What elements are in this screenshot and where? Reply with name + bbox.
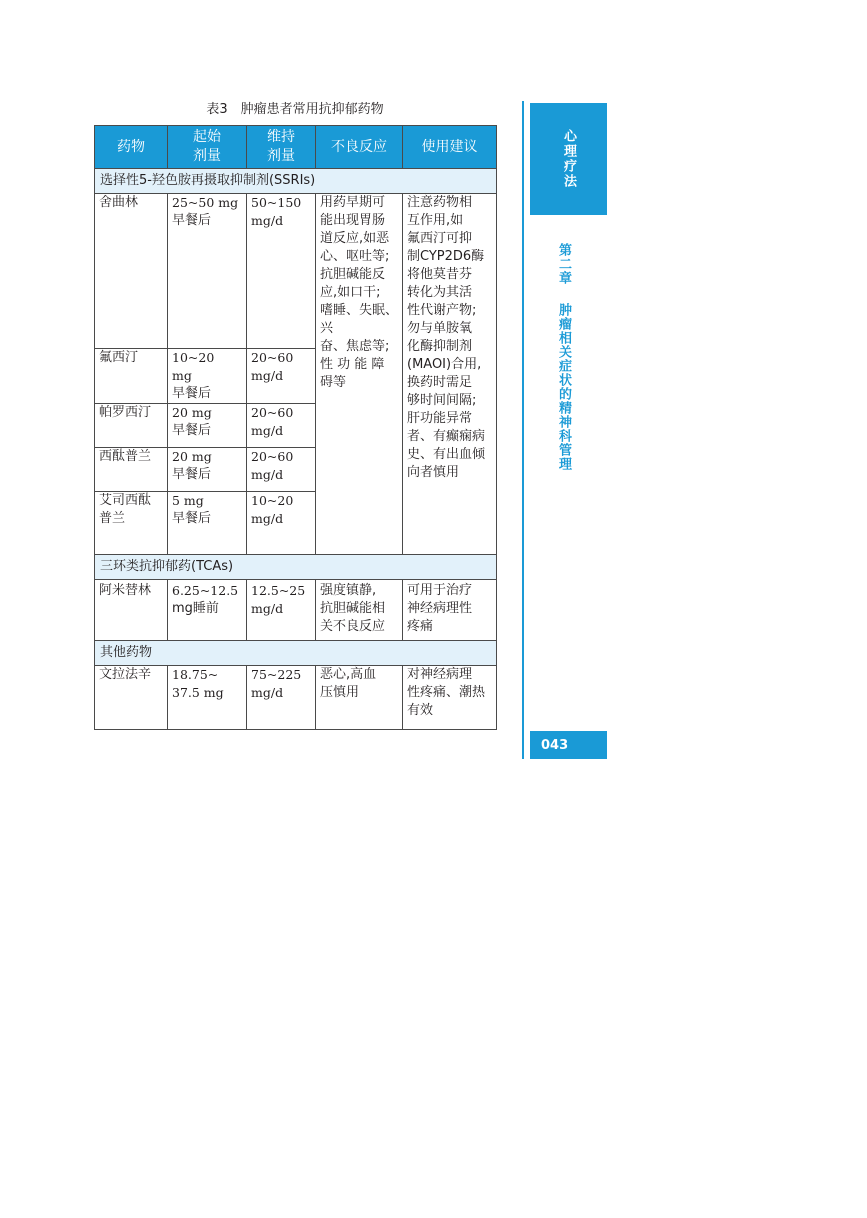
start-dose-note: mg睡前 bbox=[172, 601, 219, 616]
page-number: 043 bbox=[530, 731, 607, 759]
maint-dose-unit: mg/d bbox=[251, 368, 284, 383]
ssri-advice-line: 勿与单胺氧 bbox=[407, 321, 473, 336]
ssri-advice-line: 者、有癫痫病 bbox=[407, 429, 486, 444]
start-dose-note: 早餐后 bbox=[172, 386, 212, 401]
drug-name: 舍曲林 bbox=[95, 194, 168, 349]
category-row-tca bbox=[95, 555, 497, 580]
adverse-cell bbox=[316, 580, 403, 641]
adverse-line: 压慎用 bbox=[320, 685, 360, 700]
adverse-cell bbox=[316, 666, 403, 730]
table-row bbox=[95, 580, 497, 641]
drug-name: 西酞普兰 bbox=[95, 448, 168, 492]
start-dose-value: 25~50 mg bbox=[172, 195, 239, 210]
drug-name bbox=[95, 492, 168, 555]
ssri-advice-cell bbox=[403, 194, 497, 555]
maint-dose-value: 12.5~25 bbox=[251, 583, 306, 598]
start-dose bbox=[168, 349, 247, 404]
category-row-ssri bbox=[95, 169, 497, 194]
ssri-adverse-cell bbox=[316, 194, 403, 555]
start-dose-note: 早餐后 bbox=[172, 467, 212, 482]
ssri-advice-line: (MAOI)合用, bbox=[407, 357, 482, 372]
start-dose-value: 20 mg bbox=[172, 449, 212, 464]
advice-line: 有效 bbox=[407, 703, 434, 718]
header-maint-dose-line1: 维持 bbox=[267, 129, 295, 145]
start-dose-value: 20 mg bbox=[172, 405, 212, 420]
ssri-advice-line: 互作用,如 bbox=[407, 213, 464, 228]
advice-line: 性疼痛、潮热 bbox=[407, 685, 486, 700]
table-row bbox=[95, 666, 497, 730]
table-row bbox=[95, 194, 497, 349]
start-dose-note: 早餐后 bbox=[172, 213, 212, 228]
ssri-advice-line: 制CYP2D6酶 bbox=[407, 249, 485, 264]
advice-line: 对神经病理 bbox=[407, 667, 473, 682]
header-drug: 药物 bbox=[95, 126, 168, 169]
header-row bbox=[95, 126, 497, 169]
maint-dose-value: 50~150 bbox=[251, 195, 302, 210]
advice-cell bbox=[403, 666, 497, 730]
maint-dose bbox=[247, 404, 316, 448]
side-tab bbox=[530, 103, 607, 215]
start-dose-note: 37.5 mg bbox=[172, 685, 224, 700]
adverse-line: 恶心,高血 bbox=[320, 667, 377, 682]
antidepressant-table bbox=[94, 125, 497, 730]
maint-dose bbox=[247, 580, 316, 641]
start-dose-value: 5 mg bbox=[172, 493, 204, 508]
start-dose-value: 6.25~12.5 bbox=[172, 583, 239, 598]
ssri-adverse-line: 嗜睡、失眠、兴 bbox=[320, 303, 399, 336]
maint-dose bbox=[247, 194, 316, 349]
adverse-line: 抗胆碱能相 bbox=[320, 601, 386, 616]
header-start-dose-line2: 剂量 bbox=[193, 148, 221, 164]
ssri-advice-line: 化酶抑制剂 bbox=[407, 339, 473, 354]
drug-name: 阿米替林 bbox=[95, 580, 168, 641]
header-adverse: 不良反应 bbox=[316, 126, 403, 169]
drug-name-line2: 普兰 bbox=[99, 511, 126, 526]
drug-name: 帕罗西汀 bbox=[95, 404, 168, 448]
start-dose-note: 早餐后 bbox=[172, 423, 212, 438]
margin-divider bbox=[522, 101, 524, 759]
advice-cell bbox=[403, 580, 497, 641]
start-dose-value: 18.75~ bbox=[172, 667, 219, 682]
maint-dose bbox=[247, 349, 316, 404]
ssri-adverse-line: 道反应,如恶 bbox=[320, 231, 390, 246]
ssri-advice-line: 注意药物相 bbox=[407, 195, 473, 210]
maint-dose bbox=[247, 448, 316, 492]
maint-dose-unit: mg/d bbox=[251, 467, 284, 482]
maint-dose-unit: mg/d bbox=[251, 511, 284, 526]
maint-dose-unit: mg/d bbox=[251, 213, 284, 228]
maint-dose-value: 10~20 bbox=[251, 493, 294, 508]
ssri-advice-line: 转化为其活 bbox=[407, 285, 473, 300]
drug-name: 文拉法辛 bbox=[95, 666, 168, 730]
header-maint-dose-line2: 剂量 bbox=[267, 148, 295, 164]
header-start-dose bbox=[168, 126, 247, 169]
category-row-other bbox=[95, 641, 497, 666]
drug-name-line1: 艾司西酞 bbox=[99, 493, 152, 508]
ssri-advice-line: 将他莫昔芬 bbox=[407, 267, 473, 282]
advice-line: 神经病理性 bbox=[407, 601, 473, 616]
start-dose bbox=[168, 194, 247, 349]
ssri-adverse-line: 奋、焦虑等; bbox=[320, 339, 390, 354]
ssri-adverse-line: 性 功 能 障 bbox=[320, 357, 385, 372]
chapter-title bbox=[553, 243, 573, 471]
start-dose bbox=[168, 666, 247, 730]
ssri-advice-line: 性代谢产物; bbox=[407, 303, 477, 318]
maint-dose-value: 20~60 bbox=[251, 449, 294, 464]
chapter-name: 肿瘤相关症状的精神科管理 bbox=[556, 303, 571, 471]
maint-dose bbox=[247, 492, 316, 555]
header-maint-dose bbox=[247, 126, 316, 169]
ssri-adverse-line: 用药早期可 bbox=[320, 195, 386, 210]
advice-line: 可用于治疗 bbox=[407, 583, 473, 598]
ssri-advice-line: 向者慎用 bbox=[407, 465, 460, 480]
start-dose bbox=[168, 404, 247, 448]
maint-dose-value: 20~60 bbox=[251, 350, 294, 365]
ssri-adverse-line: 应,如口干; bbox=[320, 285, 381, 300]
ssri-adverse-line: 心、呕吐等; bbox=[320, 249, 390, 264]
maint-dose-unit: mg/d bbox=[251, 685, 284, 700]
start-dose bbox=[168, 492, 247, 555]
ssri-advice-line: 肝功能异常 bbox=[407, 411, 473, 426]
ssri-adverse-line: 碍等 bbox=[320, 375, 347, 390]
drug-name: 氟西汀 bbox=[95, 349, 168, 404]
maint-dose-value: 75~225 bbox=[251, 667, 302, 682]
ssri-advice-line: 氟西汀可抑 bbox=[407, 231, 473, 246]
header-start-dose-line1: 起始 bbox=[193, 129, 221, 145]
ssri-advice-line: 史、有出血倾 bbox=[407, 447, 486, 462]
start-dose bbox=[168, 448, 247, 492]
category-ssri: 选择性5-羟色胺再摄取抑制剂(SSRIs) bbox=[95, 169, 497, 194]
chapter-number: 第二章 bbox=[556, 243, 571, 285]
side-tab-label: 心理疗法 bbox=[561, 129, 576, 189]
header-advice: 使用建议 bbox=[403, 126, 497, 169]
start-dose bbox=[168, 580, 247, 641]
ssri-adverse-line: 抗胆碱能反 bbox=[320, 267, 386, 282]
ssri-advice-line: 换药时需足 bbox=[407, 375, 473, 390]
maint-dose-unit: mg/d bbox=[251, 423, 284, 438]
maint-dose-unit: mg/d bbox=[251, 601, 284, 616]
adverse-line: 强度镇静, bbox=[320, 583, 377, 598]
maint-dose bbox=[247, 666, 316, 730]
ssri-adverse-line: 能出现胃肠 bbox=[320, 213, 386, 228]
category-tca: 三环类抗抑郁药(TCAs) bbox=[95, 555, 497, 580]
advice-line: 疼痛 bbox=[407, 619, 434, 634]
table-caption: 表3 肿瘤患者常用抗抑郁药物 bbox=[206, 102, 384, 117]
adverse-line: 关不良反应 bbox=[320, 619, 386, 634]
category-other: 其他药物 bbox=[95, 641, 497, 666]
ssri-advice-line: 够时间间隔; bbox=[407, 393, 477, 408]
maint-dose-value: 20~60 bbox=[251, 405, 294, 420]
start-dose-note: 早餐后 bbox=[172, 511, 212, 526]
start-dose-value: 10~20 mg bbox=[172, 350, 227, 383]
